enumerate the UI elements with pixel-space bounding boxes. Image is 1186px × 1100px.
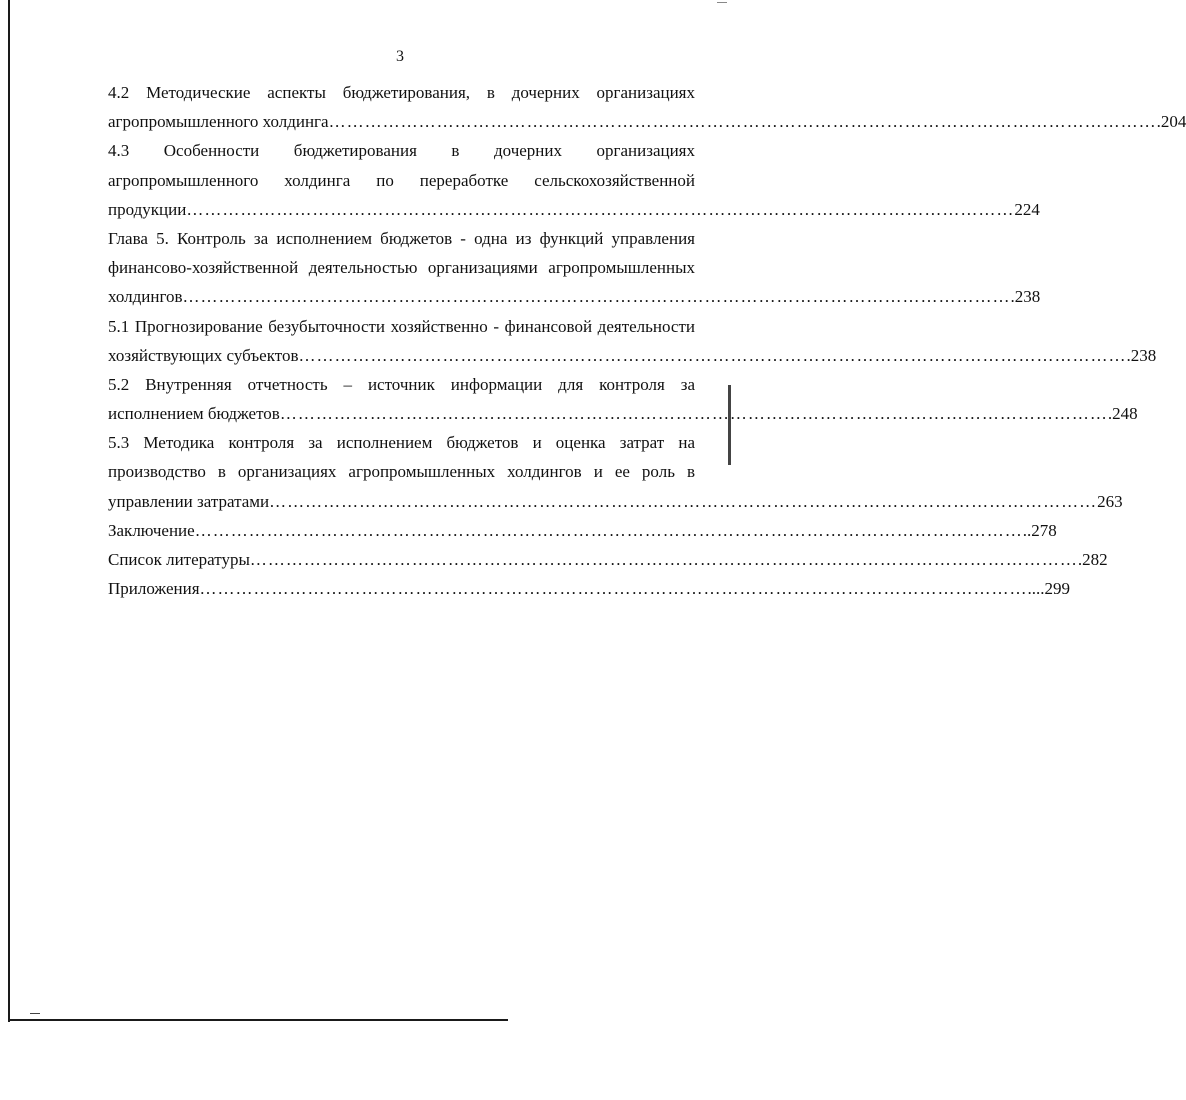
toc-leader-dots: …………………………………………………………………………………………………………………………: [298, 345, 1127, 365]
toc-line-last: [108, 487, 1123, 516]
toc-entry-text: хозяйствующих субъектов: [108, 345, 299, 365]
toc-line: 4.2 Методические аспекты бюджетирования, в дочерних организациях: [108, 83, 695, 102]
toc-leader-dots: …………………………………………………………………………………………………………………………: [249, 550, 1078, 569]
toc-entry-conclusion[interactable]: [108, 516, 1057, 545]
toc-line-last: [108, 516, 1057, 545]
scan-left-border: [8, 0, 10, 1022]
toc-entry-text: агропромышленного холдинга: [108, 112, 329, 132]
toc-entry-text: холдингов: [108, 287, 183, 307]
toc-leader-dots: …………………………………………………………………………………………………………………………: [182, 287, 1011, 307]
toc-page-number: .248: [1107, 404, 1138, 424]
scan-corner-mark: [717, 2, 727, 9]
scan-small-tick: [30, 1013, 40, 1014]
toc-entry-5-1[interactable]: [108, 312, 1157, 370]
toc-page-number: ..278: [1022, 520, 1057, 540]
toc-line-last: [108, 282, 1041, 311]
toc-leader-dots: …………………………………………………………………………………………………………………………: [328, 112, 1157, 132]
toc-leader-dots: …………………………………………………………………………………………………………………………: [279, 404, 1108, 424]
toc-line-last: [108, 399, 1138, 428]
toc-entry-4-3[interactable]: [108, 136, 1040, 224]
toc-line: агропромышленного холдинга по переработке сельскохозяйственной: [108, 170, 695, 190]
toc-page-number: 263: [1097, 491, 1123, 511]
toc-leader-dots: …………………………………………………………………………………………………………………………: [269, 491, 1098, 511]
toc-entry-text: управлении затратами: [108, 491, 270, 511]
page-number: 3: [396, 48, 404, 65]
toc-page-number: ....299: [1027, 579, 1071, 599]
toc-entry-4-2[interactable]: [108, 78, 1186, 136]
toc-line-last: [108, 574, 1071, 603]
toc-page-number: .282: [1077, 550, 1108, 569]
toc-page-number: .238: [1126, 345, 1157, 365]
toc-line: производство в организациях агропромышленных холдингов и ее роль в: [108, 462, 695, 482]
toc-entry-5-2[interactable]: [108, 370, 1138, 428]
toc-line: 5.2 Внутренняя отчетность – источник информации для контроля за: [108, 374, 695, 394]
toc-leader-dots: …………………………………………………………………………………………………………………………: [199, 579, 1028, 599]
toc-line: 4.3 Особенности бюджетирования в дочерних организациях: [108, 141, 695, 161]
toc-entry-text: Приложения: [108, 579, 200, 599]
toc-line-last: [108, 195, 1040, 224]
toc-leader-dots: …………………………………………………………………………………………………………………………: [194, 520, 1023, 540]
toc-line-last: [108, 107, 1186, 136]
scan-bottom-border: [8, 1019, 508, 1021]
toc-entry-5-3[interactable]: [108, 428, 1123, 516]
toc-leader-dots: …………………………………………………………………………………………………………………………: [186, 199, 1015, 219]
toc-page-number: .204: [1156, 112, 1186, 132]
toc-entry-references[interactable]: [108, 545, 1108, 574]
toc-page-number: 224: [1014, 199, 1040, 219]
toc-entry-text: Заключение: [108, 520, 195, 540]
toc-line: Глава 5. Контроль за исполнением бюджетов - одна из функций управления: [108, 228, 695, 248]
toc-line-last: [108, 341, 1157, 370]
toc-entry-text: Список литературы: [108, 550, 250, 569]
toc-entry-appendices[interactable]: [108, 574, 1071, 603]
toc-entry-chapter-5[interactable]: [108, 224, 1041, 312]
toc-line: финансово-хозяйственной деятельностью организациями агропромышленных: [108, 258, 695, 278]
toc-line: 5.3 Методика контроля за исполнением бюджетов и оценка затрат на: [108, 433, 695, 453]
table-of-contents: [108, 78, 1186, 603]
toc-line-last: [108, 545, 1108, 574]
toc-entry-text: исполнением бюджетов: [108, 404, 280, 424]
toc-entry-text: продукции: [108, 199, 187, 219]
toc-page-number: .238: [1010, 287, 1041, 307]
toc-line: 5.1 Прогнозирование безубыточности хозяйственно - финансовой деятельности: [108, 316, 695, 336]
